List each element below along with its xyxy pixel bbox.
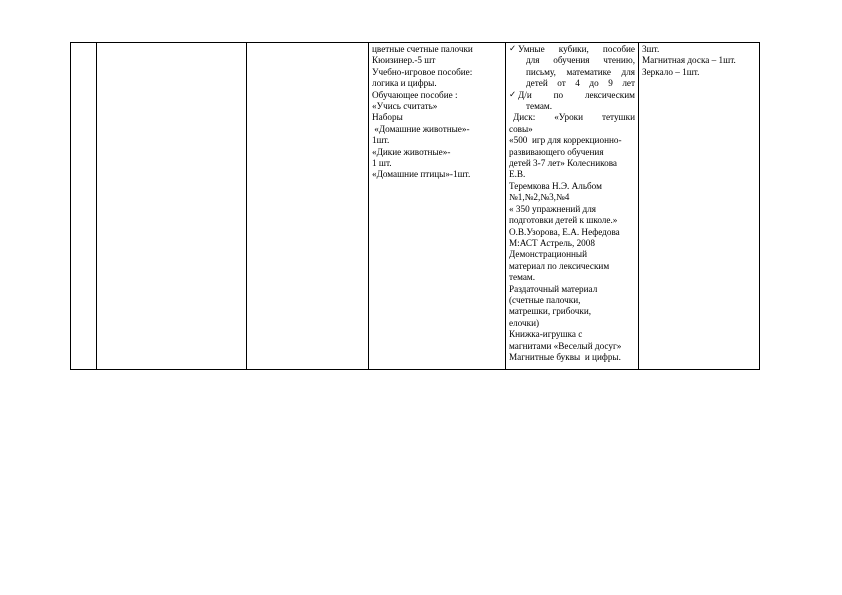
table-cell-empty <box>97 43 247 370</box>
check-list-item <box>509 90 635 113</box>
cell-line: для обучения чтению, <box>526 55 635 66</box>
cell-line: детей 3-7 лет» Колесникова <box>509 158 618 169</box>
cell-line: Магнитная доска – 1шт. <box>642 55 736 66</box>
cell-line: темам. <box>509 272 536 283</box>
check-list-item <box>509 44 635 90</box>
cell-line: 3шт. <box>642 44 660 54</box>
table-cell-materials <box>369 43 506 370</box>
cell-line: « 350 упражнений для <box>509 203 597 214</box>
checkmark-icon: ✓ <box>509 89 517 100</box>
cell-line: логика и цифры. <box>372 78 437 89</box>
cell-line: О.В.Узорова, Е.А. Нефедова <box>509 226 620 237</box>
cell-line: «Учись считать» <box>372 101 438 112</box>
cell-line: (счетные палочки, <box>509 294 581 305</box>
cell-line: письму, математике для <box>526 66 635 77</box>
table-row <box>71 43 760 370</box>
cell-line: детей от 4 до 9 лет <box>526 78 635 89</box>
cell-line: 1шт. <box>372 135 390 146</box>
cell-line: «Домашние животные»- <box>372 123 470 134</box>
cell-line: «500 игр для коррекционно- <box>509 135 622 146</box>
table-cell-empty <box>247 43 369 370</box>
cell-line: елочки) <box>509 317 540 328</box>
cell-line: магнитами «Веселый досуг» <box>509 340 622 351</box>
cell-line: матрешки, грибочки, <box>509 306 592 317</box>
table-cell-literature <box>506 43 639 370</box>
cell-line: Учебно-игровое пособие: <box>372 66 473 77</box>
cell-line: Раздаточный материал <box>509 283 598 294</box>
cell-line: Е.В. <box>509 169 526 180</box>
cell-line: Демонстрационный <box>509 249 588 260</box>
cell-line: Обучающее пособие : <box>372 89 458 100</box>
table-cell-equipment <box>639 43 760 370</box>
checkmark-icon: ✓ <box>509 44 517 54</box>
cell-line: подготовки детей к школе.» <box>509 215 618 226</box>
cell-line: цветные счетные палочки <box>372 44 473 54</box>
cell-line: развивающего обучения <box>509 146 604 157</box>
cell-line: Наборы <box>372 112 403 123</box>
cell-line: Теремкова Н.Э. Альбом <box>509 180 602 191</box>
table-cell-number <box>71 43 97 370</box>
cell-line: материал по лексическим <box>509 260 610 271</box>
check-item-text <box>518 90 635 113</box>
check-list <box>509 44 635 112</box>
cell-line: Умные кубики, пособие <box>518 44 635 54</box>
cell-line: 1 шт. <box>372 158 392 169</box>
cell-line: темам. <box>526 101 553 112</box>
cell-line: Д/и по лексическим <box>518 89 635 100</box>
cell-line: совы» <box>509 123 533 134</box>
cell-line: Магнитные буквы и цифры. <box>509 351 621 362</box>
cell-line: Книжка-игрушка с <box>509 329 583 340</box>
cell-line: «Дикие животные»- <box>372 146 451 157</box>
document-table <box>70 42 760 370</box>
cell-line: Кюизинер.-5 шт <box>372 55 436 66</box>
cell-line: №1,№2,№3,№4 <box>509 192 570 203</box>
cell-line: «Домашние птицы»-1шт. <box>372 169 471 180</box>
cell-line: Диск: «Уроки тетушки <box>513 112 635 123</box>
cell-line: М:АСТ Астрель, 2008 <box>509 237 595 248</box>
check-item-text <box>518 44 635 90</box>
cell-line: Зеркало – 1шт. <box>642 66 700 77</box>
